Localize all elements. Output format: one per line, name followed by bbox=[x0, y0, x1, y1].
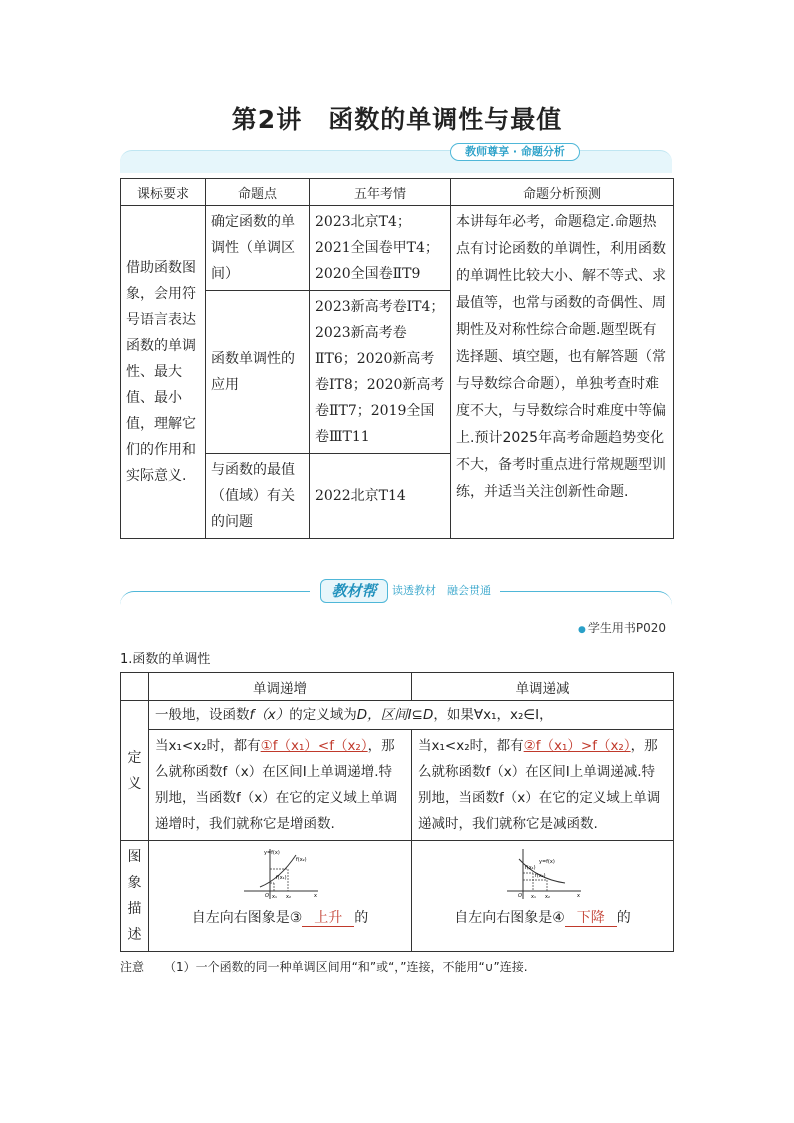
figure-label: 图象描述 bbox=[121, 841, 149, 952]
header-exams: 五年考情 bbox=[310, 179, 451, 206]
point-3: 与函数的最值（值域）有关的问题 bbox=[206, 454, 310, 539]
banner-main: 教材帮 bbox=[320, 579, 388, 603]
svg-text:f(x₂): f(x₂) bbox=[296, 857, 307, 863]
svg-text:f(x₂): f(x₂) bbox=[534, 873, 546, 879]
header-point: 命题点 bbox=[206, 179, 310, 206]
monotonic-table bbox=[120, 672, 674, 952]
exams-2: 2023新高考卷ⅠT4；2023新高考卷ⅡT6；2020新高考卷ⅠT8；2020新高考卷ⅡT7；2019全国卷ⅢT11 bbox=[310, 291, 451, 454]
definition-premise: 一般地，设函数f（x）的定义域为D，区间I⊆D，如果∀x₁，x₂∈I， bbox=[149, 701, 674, 730]
requirement-cell: 借助函数图象，会用符号语言表达函数的单调性、最大值、最小值，理解它们的作用和实际意义. bbox=[121, 206, 206, 539]
svg-text:f(x₁): f(x₁) bbox=[276, 875, 287, 881]
analysis-table bbox=[120, 178, 674, 539]
exams-3: 2022北京T14 bbox=[310, 454, 451, 539]
exams-1: 2023北京T4；2021全国卷甲T4；2020全国卷ⅡT9 bbox=[310, 206, 451, 291]
note-text: （1）一个函数的同一种单调区间用“和”或“，”连接，不能用“∪”连接. bbox=[164, 960, 528, 974]
increasing-graph bbox=[240, 847, 320, 901]
page-reference bbox=[578, 619, 666, 636]
answer-2: ②f（x₁）>f（x₂） bbox=[523, 738, 631, 754]
svg-text:f(x₁): f(x₁) bbox=[524, 865, 536, 871]
decreasing-description: 自左向右图象是④ 下降 的 bbox=[454, 910, 631, 926]
note bbox=[120, 958, 528, 975]
svg-text:x₂: x₂ bbox=[286, 894, 291, 900]
teacher-banner bbox=[120, 145, 672, 174]
point-1: 确定函数的单调性（单调区间） bbox=[206, 206, 310, 291]
definition-increasing: 当x₁<x₂时，都有①f（x₁）<f（x₂），那么就称函数f（x）在区间I上单调递增.特别地，当函数f（x）在它的定义域上单调递增时，我们就称它是增函数. bbox=[149, 730, 412, 841]
increasing-description: 自左向右图象是③ 上升 的 bbox=[191, 910, 369, 926]
page-title: 第2讲 函数的单调性与最值 bbox=[231, 105, 563, 134]
svg-text:O: O bbox=[517, 893, 522, 899]
svg-text:x₂: x₂ bbox=[544, 894, 550, 900]
analysis-cell: 本讲每年必考，命题稳定.命题热点有讨论函数的单调性，利用函数的单调性比较大小、解不等式、求最值等，也常与函数的奇偶性、周期性及对称性综合命题.题型既有选择题、填空题，也有解答题（常与导数综合命题），单独考查时难度不大，与导数综合时难度中等偏上.预计2025年高考命题趋势变化不大，备考时重点进行常规题型训练，并适当关注创新性命题. bbox=[451, 206, 674, 539]
note-label: 注意 bbox=[120, 960, 145, 974]
reference-text: 学生用书P020 bbox=[587, 621, 667, 635]
figure-decreasing bbox=[412, 841, 674, 952]
svg-text:x: x bbox=[314, 893, 317, 899]
svg-text:x₁: x₁ bbox=[530, 894, 536, 900]
answer-1: ①f（x₁）<f（x₂） bbox=[260, 738, 368, 754]
definition-label: 定义 bbox=[121, 701, 149, 841]
textbook-banner bbox=[120, 578, 672, 608]
banner-sub: 读透教材 融会贯通 bbox=[392, 584, 491, 597]
bullet-icon: ● bbox=[578, 625, 586, 635]
figure-increasing bbox=[149, 841, 412, 952]
blank-3: 上升 bbox=[302, 910, 354, 927]
point-2: 函数单调性的应用 bbox=[206, 291, 310, 454]
header-analysis: 命题分析预测 bbox=[451, 179, 674, 206]
svg-text:O: O bbox=[265, 893, 269, 899]
svg-text:x: x bbox=[576, 893, 580, 899]
header-requirement: 课标要求 bbox=[121, 179, 206, 206]
banner-label: 教师尊享 · 命题分析 bbox=[450, 143, 580, 161]
section-heading: 1.函数的单调性 bbox=[120, 652, 211, 667]
decreasing-graph bbox=[503, 847, 583, 901]
col-increasing: 单调递增 bbox=[149, 673, 412, 701]
svg-text:y=f(x): y=f(x) bbox=[538, 859, 555, 865]
definition-decreasing: 当x₁<x₂时，都有②f（x₁）>f（x₂），那么就称函数f（x）在区间I上单调递减.特别地，当函数f（x）在它的定义域上单调递减时，我们就称它是减函数. bbox=[412, 730, 674, 841]
col-decreasing: 单调递减 bbox=[412, 673, 674, 701]
svg-text:x₁: x₁ bbox=[272, 894, 277, 900]
blank-4: 下降 bbox=[565, 910, 617, 927]
svg-text:y=f(x): y=f(x) bbox=[264, 850, 280, 856]
